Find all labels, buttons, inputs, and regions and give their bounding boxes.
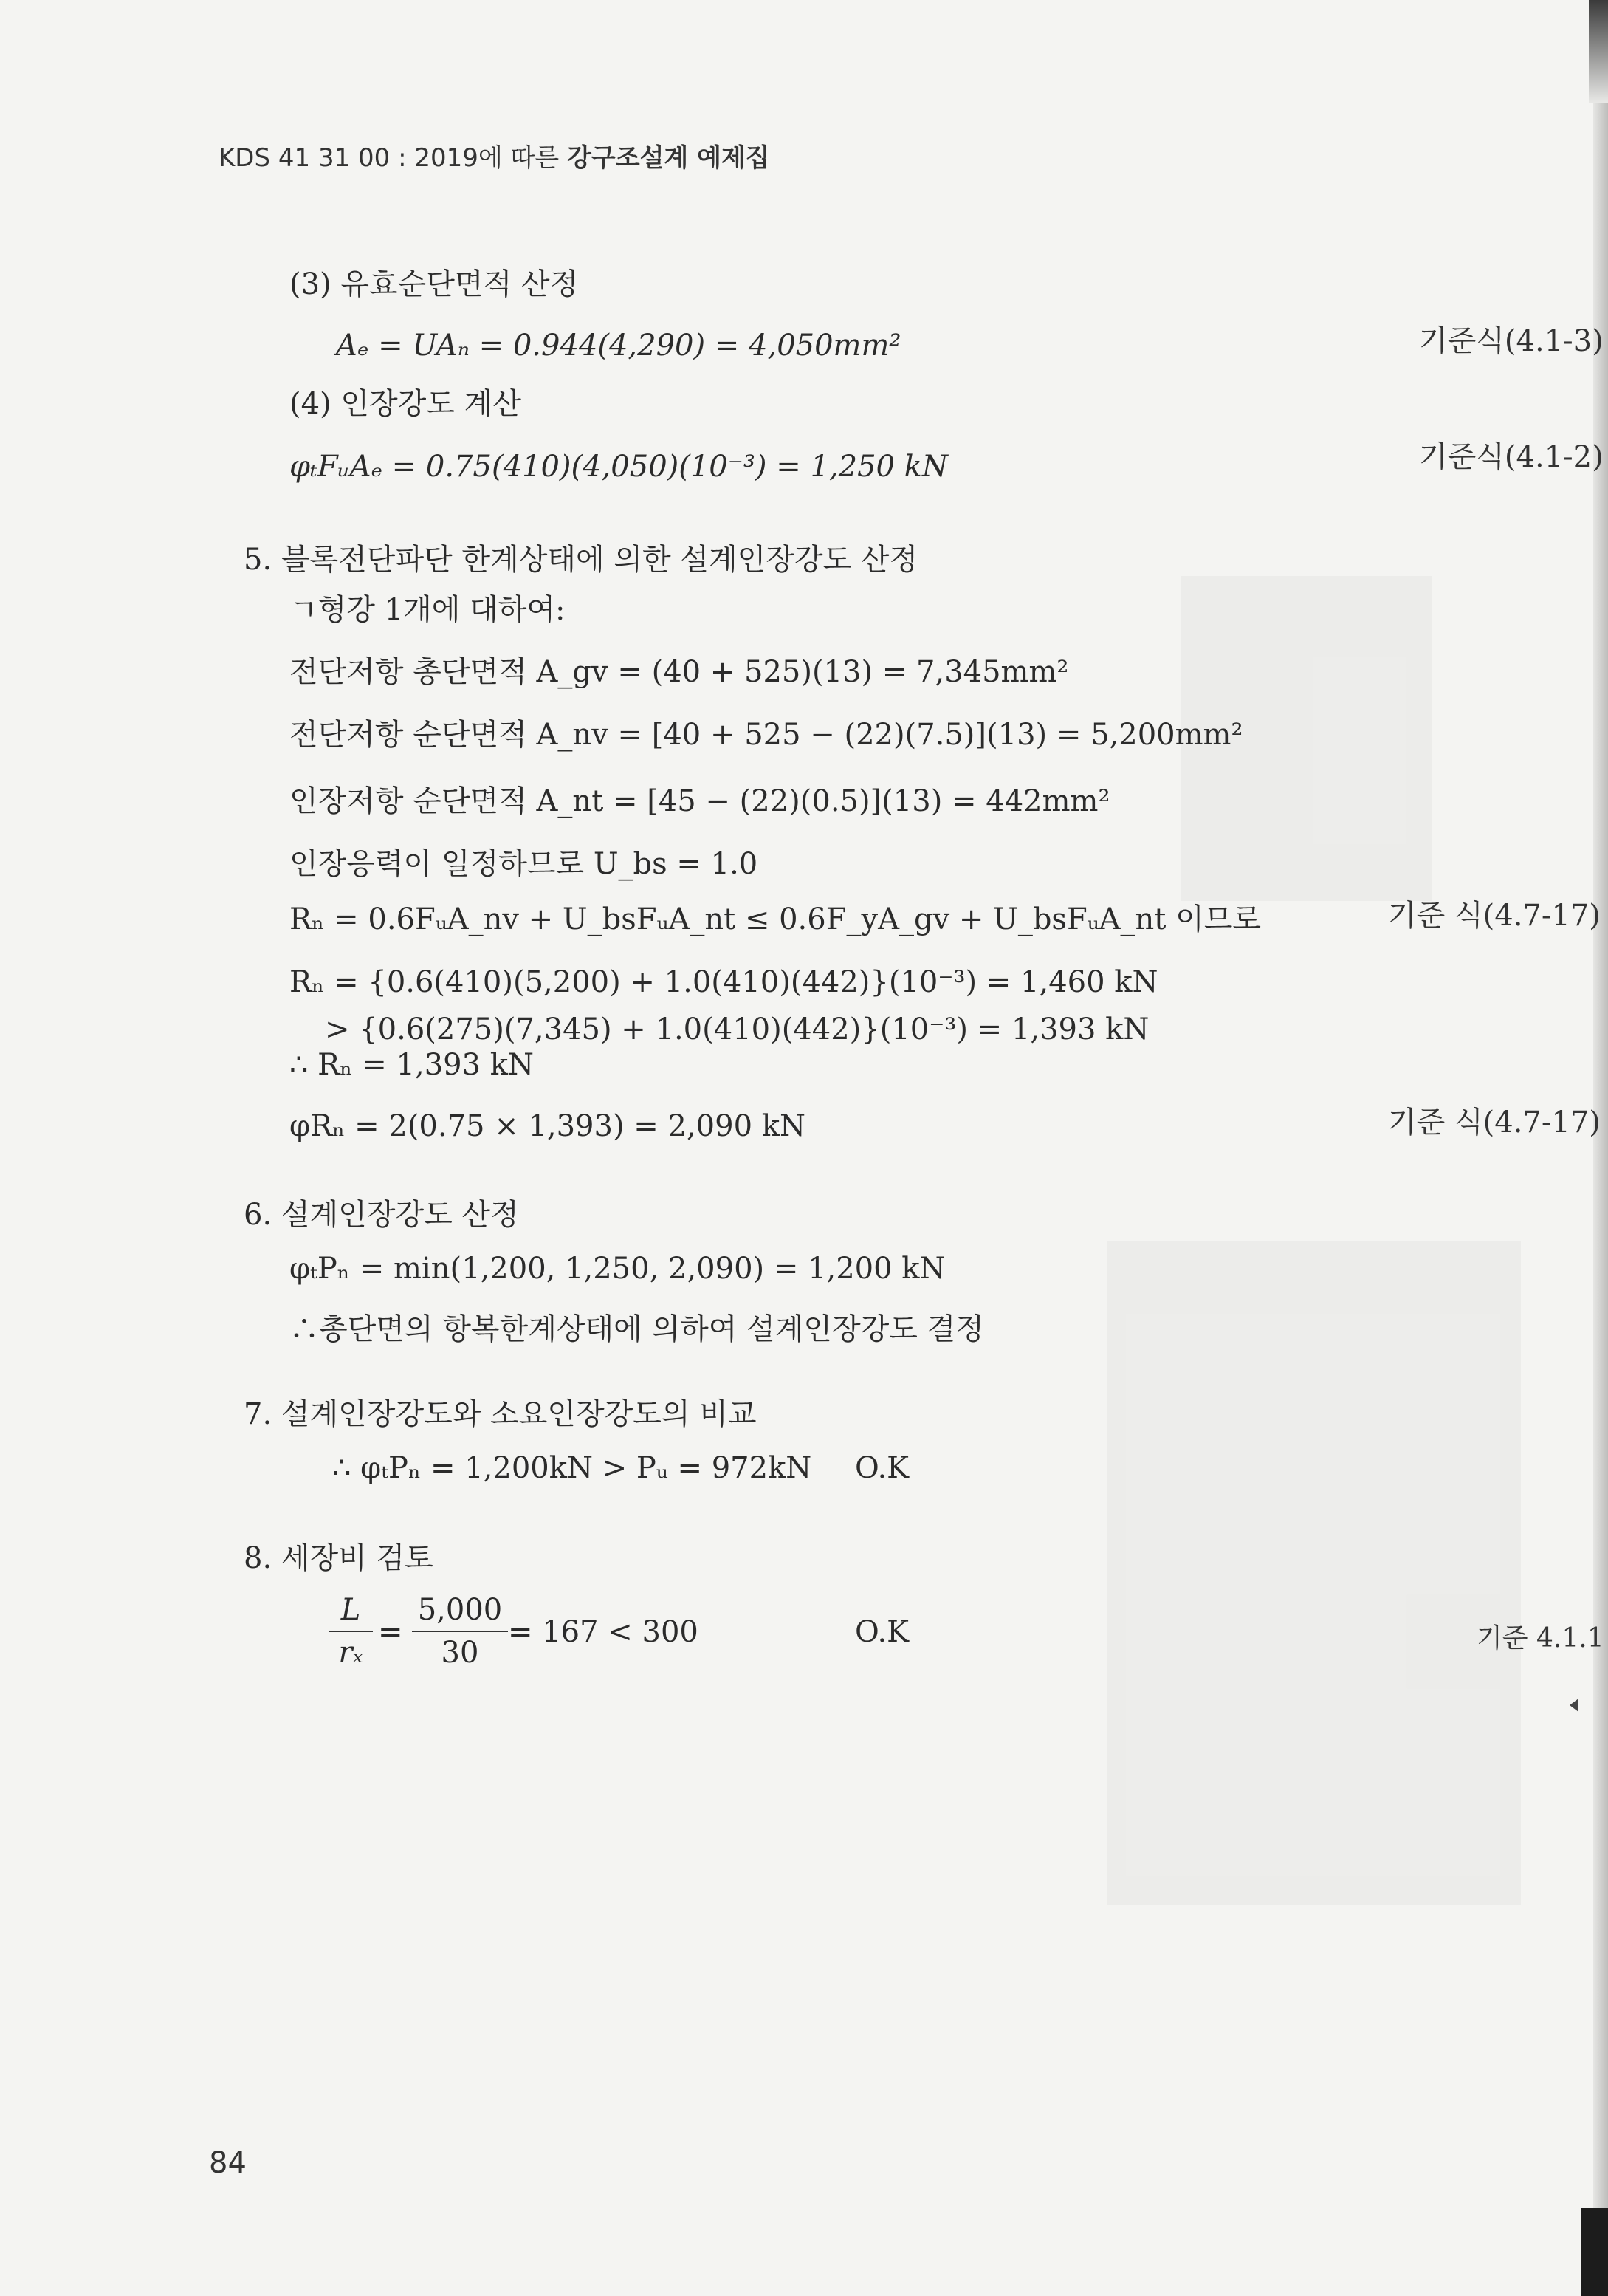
section-4-equation: φₜFᵤAₑ = 0.75(410)(4,050)(10⁻³) = 1,250 kN [289, 450, 948, 484]
slenderness-equals: = [378, 1615, 403, 1649]
section-7-ok: O.K [855, 1451, 910, 1485]
running-header [219, 137, 770, 174]
section-5-rn-result: ∴ Rₙ = 1,393 kN [289, 1048, 534, 1082]
section-5-ant: 인장저항 순단면적 A_nt = [45 − (22)(0.5)](13) = 442mm² [289, 784, 1110, 818]
slenderness-result: = 167 < 300 [508, 1615, 698, 1649]
running-header-title: 강구조설계 예제집 [567, 143, 770, 173]
section-8-reference: 기준 4.1.1 [1477, 1623, 1604, 1654]
section-3-title: (3) 유효순단면적 산정 [289, 267, 579, 301]
section-6-equation: φₜPₙ = min(1,200, 1,250, 2,090) = 1,200 kN [289, 1252, 946, 1286]
section-6-conclusion: ∴총단면의 항복한계상태에 의하여 설계인장강도 결정 [289, 1312, 984, 1346]
fraction-denominator-30: 30 [441, 1636, 479, 1670]
slenderness-fraction-left [329, 1595, 373, 1668]
section-5-rn-formula: Rₙ = 0.6FᵤA_nv + U_bsFᵤA_nt ≤ 0.6F_yA_gv + U_bsFᵤA_nt 이므로 [289, 902, 1262, 936]
section-5-phi-rn-reference: 기준 식(4.7-17) [1388, 1106, 1601, 1140]
bleed-through-text-block [1107, 1241, 1521, 1905]
fraction-numerator-5000: 5,000 [417, 1593, 503, 1627]
section-7-title: 7. 설계인장강도와 소요인장강도의 비교 [244, 1397, 757, 1431]
section-8-ok: O.K [855, 1615, 910, 1649]
section-5-subtitle: ㄱ형강 1개에 대하여: [289, 593, 566, 627]
section-5-anv: 전단저항 순단면적 A_nv = [40 + 525 − (22)(7.5)](13) = 5,200mm² [289, 718, 1243, 752]
page-edge-bottom [1581, 2208, 1608, 2296]
section-8-title: 8. 세장비 검토 [244, 1541, 433, 1575]
slenderness-fraction-right [412, 1595, 508, 1668]
section-4-title: (4) 인장강도 계산 [289, 387, 521, 421]
fraction-numerator-l: L [340, 1593, 361, 1627]
section-3-equation: Aₑ = UAₙ = 0.944(4,290) = 4,050mm² [336, 329, 901, 363]
running-header-prefix: KDS 41 31 00 : 2019에 따른 [219, 143, 568, 173]
section-5-phi-rn: φRₙ = 2(0.75 × 1,393) = 2,090 kN [289, 1109, 805, 1143]
section-4-reference: 기준식(4.1-2) [1419, 440, 1604, 474]
section-5-agv: 전단저항 총단면적 A_gv = (40 + 525)(13) = 7,345mm² [289, 655, 1069, 689]
section-5-ubs: 인장응력이 일정하므로 U_bs = 1.0 [289, 847, 758, 881]
fraction-denominator-rx: rₓ [338, 1636, 363, 1670]
section-6-title: 6. 설계인장강도 산정 [244, 1198, 519, 1232]
section-3-reference: 기준식(4.1-3) [1419, 324, 1604, 358]
section-5-title: 5. 블록전단파단 한계상태에 의한 설계인장강도 산정 [244, 543, 918, 577]
section-5-rn-calc-2: > {0.6(275)(7,345) + 1.0(410)(442)}(10⁻³) = 1,393 kN [325, 1012, 1150, 1046]
section-5-rn-calc-1: Rₙ = {0.6(410)(5,200) + 1.0(410)(442)}(10⁻³) = 1,460 kN [289, 965, 1158, 999]
left-arrow-icon [1570, 1699, 1578, 1712]
page-edge-top [1589, 0, 1608, 103]
page-number: 84 [209, 2146, 247, 2180]
section-5-rn-reference: 기준 식(4.7-17) [1388, 899, 1601, 933]
section-7-equation: ∴ φₜPₙ = 1,200kN > Pᵤ = 972kN [332, 1451, 812, 1485]
